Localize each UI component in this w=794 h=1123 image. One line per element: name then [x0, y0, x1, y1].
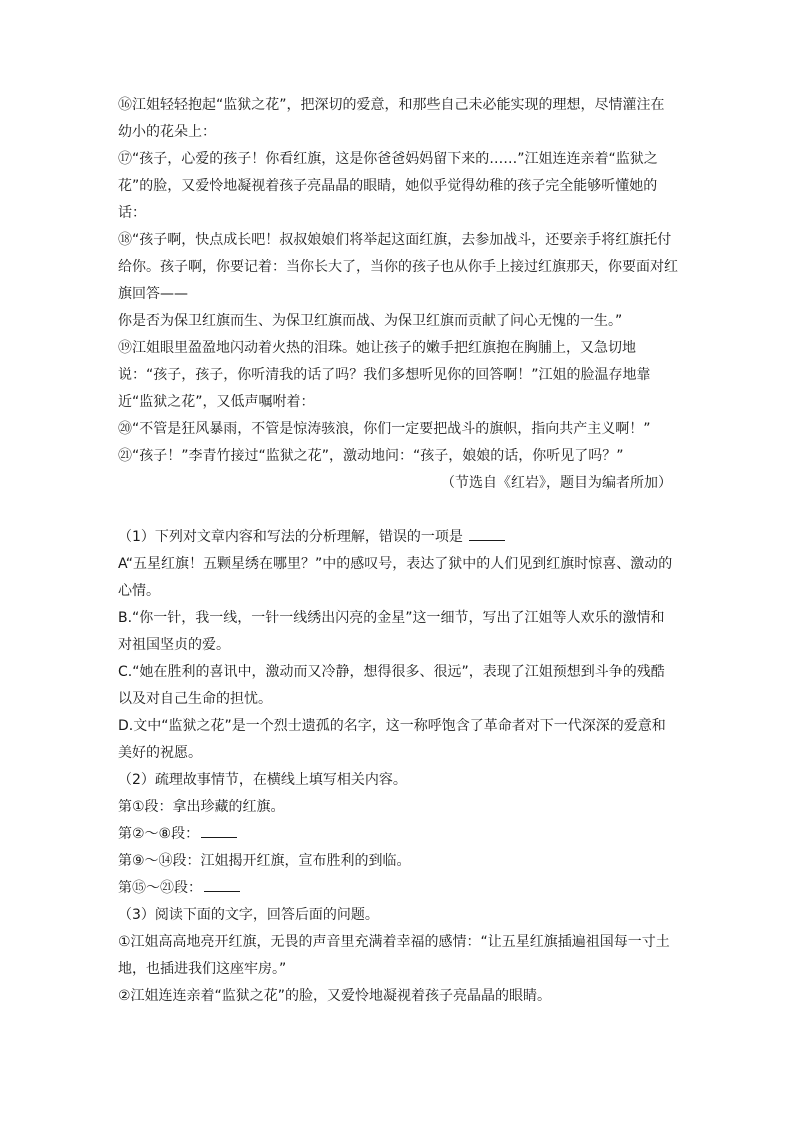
plot-line-1: 第①段：拿出珍藏的红旗。	[118, 799, 285, 815]
question-3-stem: （3）阅读下面的文字，回答后面的问题。	[118, 907, 379, 923]
answer-blank-1[interactable]	[469, 526, 505, 541]
paragraph-19: ⑲江姐眼里盈盈地闪动着火热的泪珠。她让孩子的嫩手把红旗抱在胸脯上，又急切地说：“孩子，孩子，你听清我的话了吗？我们多想听见你的回答啊！”江姐的脸温存地靠近“监狱之花”，又低声嘱咐着：	[118, 340, 651, 410]
plot-line-3: 第⑨～⑭段：江姐揭开红旗，宣布胜利的到临。	[118, 853, 411, 869]
plot-line-2	[118, 821, 678, 848]
excerpt-1: ①江姐高高地亮开红旗，无畏的声音里充满着幸福的感情：“让五星红旗插遍祖国每一寸土地，也插进我们这座牢房。”	[118, 934, 670, 977]
document-page	[118, 92, 678, 1010]
source-note: （节选自《红岩》，题目为编者所加）	[441, 475, 672, 491]
paragraph-21: ㉑“孩子！”李青竹接过“监狱之花”，激动地问：“孩子，娘娘的话，你听见了吗？”	[118, 448, 624, 464]
paragraph-20: ⑳“不管是狂风暴雨，不管是惊涛骇浪，你们一定要把战斗的旗帜，指向共产主义啊！”	[118, 421, 651, 437]
answer-blank-3[interactable]	[204, 877, 240, 892]
excerpt-2: ②江姐连连亲着“监狱之花”的脸，又爱怜地凝视着孩子亮晶晶的眼睛。	[118, 988, 552, 1004]
plot-line-2-text: 第②～⑧段：	[118, 826, 200, 842]
answer-blank-2[interactable]	[201, 823, 237, 838]
question-1-text: （1）下列对文章内容和写法的分析理解，错误的一项是	[118, 529, 463, 545]
paragraph-16: ⑯江姐轻轻抱起“监狱之花”，把深切的爱意，和那些自己未必能实现的理想，尽情灌注在幼小的花朵上：	[118, 97, 665, 140]
option-d: D.文中“监狱之花”是一个烈士遗孤的名字，这一称呼饱含了革命者对下一代深深的爱意和美好的祝愿。	[118, 718, 666, 761]
question-1-stem	[118, 524, 678, 551]
option-b: B.“你一针，我一线，一针一线绣出闪亮的金星”这一细节，写出了江姐等人欢乐的激情和对祖国坚贞的爱。	[118, 610, 665, 653]
question-2-stem: （2）疏理故事情节，在横线上填写相关内容。	[118, 772, 407, 788]
plot-line-4	[118, 875, 678, 902]
plot-line-4-text: 第⑮～㉑段：	[118, 880, 202, 896]
section-gap	[118, 497, 678, 524]
option-c: C.“她在胜利的喜讯中，激动而又冷静，想得很多、很远”，表现了江姐预想到斗争的残酷以及对自己生命的担忧。	[118, 664, 665, 707]
paragraph-18: ⑱“孩子啊，快点成长吧！叔叔娘娘们将举起这面红旗，去参加战斗，还要亲手将红旗托付给你。孩子啊，你要记着：当你长大了，当你的孩子也从你手上接过红旗那天，你要面对红旗回答——	[118, 232, 678, 302]
paragraph-17: ⑰“孩子，心爱的孩子！你看红旗，这是你爸爸妈妈留下来的……”江姐连连亲着“监狱之花”的脸，又爱怜地凝视着孩子亮晶晶的眼睛，她似乎觉得幼稚的孩子完全能够听懂她的话：	[118, 151, 658, 221]
option-a: A“五星红旗！五颗星绣在哪里？”中的感叹号，表达了狱中的人们见到红旗时惊喜、激动的心情。	[118, 556, 673, 599]
paragraph-18-continued: 你是否为保卫红旗而生、为保卫红旗而战、为保卫红旗而贡献了问心无愧的一生。”	[118, 313, 623, 329]
